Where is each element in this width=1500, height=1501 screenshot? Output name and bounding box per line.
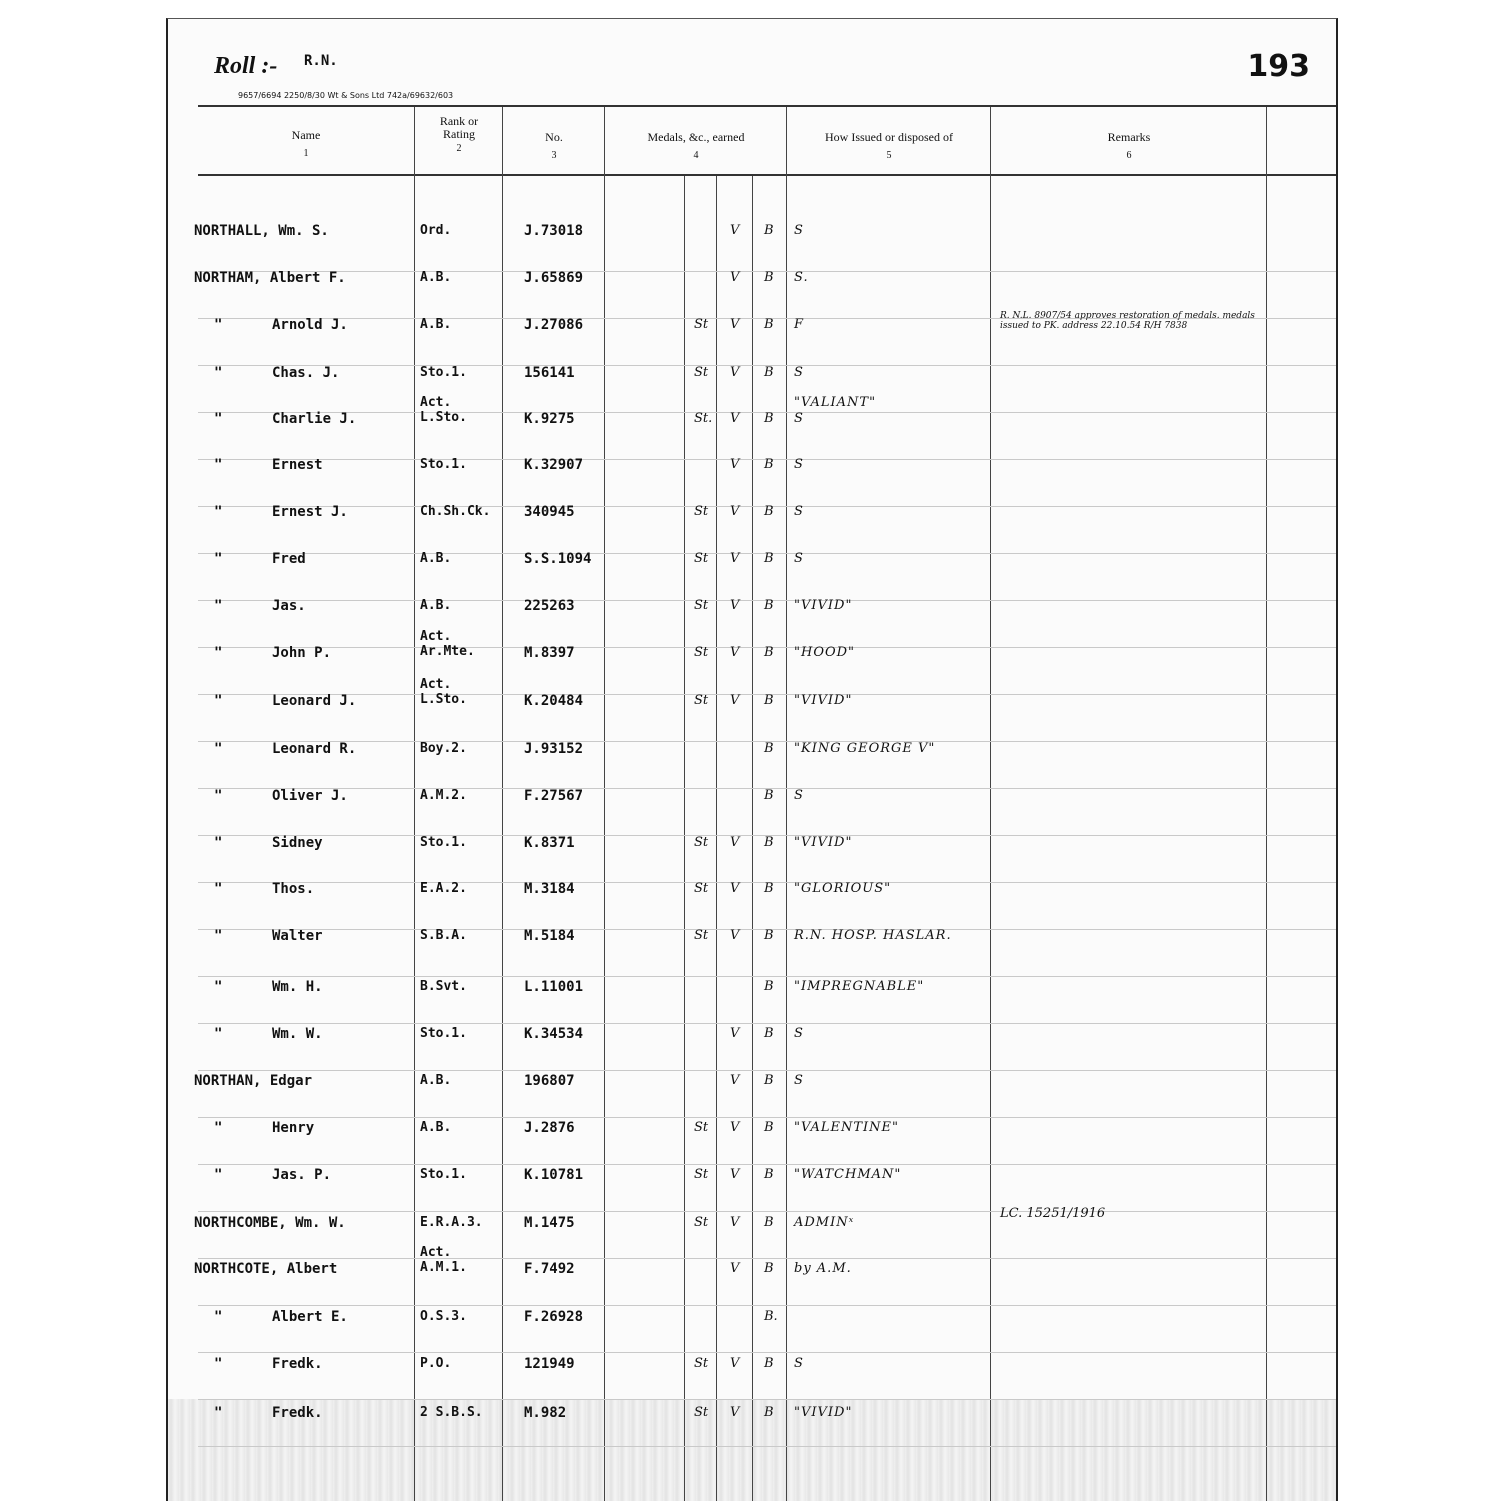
service-number: M.3184 [524, 881, 575, 897]
how-issued: S [794, 365, 804, 380]
medal-british-war: B [764, 223, 774, 238]
name-given: Charlie J. [272, 411, 357, 427]
how-issued: "VIVID" [794, 598, 853, 613]
ditto-mark: " [214, 411, 223, 427]
how-issued: "GLORIOUS" [794, 881, 892, 896]
ditto-mark: " [214, 1309, 223, 1325]
service-number: M.982 [524, 1405, 567, 1421]
how-issued: "VIVID" [794, 1405, 853, 1420]
remarks: R. N.L. 8907/54 approves restoration of medals. medals issued to PK. address 22.10.54 R/H 7838 [1000, 311, 1255, 331]
medal-star: St [694, 504, 709, 519]
medal-victory: V [730, 928, 740, 943]
print-reference: 9657/6694 2250/8/30 Wt & Sons Ltd 742a/69632/603 [238, 91, 454, 100]
medal-star: St [694, 1405, 709, 1420]
medal-british-war: B [764, 928, 774, 943]
how-issued: S [794, 457, 804, 472]
ditto-mark: " [214, 317, 223, 333]
medal-british-war: B [764, 317, 774, 332]
how-issued: R.N. HOSP. HASLAR. [794, 928, 952, 943]
service-number: 156141 [524, 365, 575, 381]
table-row [168, 829, 1336, 859]
medal-star: St [694, 365, 709, 380]
table-row [168, 677, 1336, 717]
table-row [168, 217, 1336, 247]
col-header-name [198, 129, 414, 160]
rank-rating: B.Svt. [420, 979, 467, 994]
medal-star: St [694, 1356, 709, 1371]
ditto-mark: " [214, 1167, 223, 1183]
table-row [168, 875, 1336, 905]
rank-rating: Act. Ar.Mte. [420, 629, 475, 659]
rank-rating: A.B. [420, 270, 452, 285]
ditto-mark: " [214, 598, 223, 614]
how-issued: by A.M. [794, 1261, 852, 1276]
rank-rating: Sto.1. [420, 457, 467, 472]
medal-victory: V [730, 1026, 740, 1041]
service-number: J.27086 [524, 317, 584, 333]
medal-british-war: B [764, 411, 774, 426]
rank-rating: S.B.A. [420, 928, 467, 943]
medal-victory: V [730, 1261, 740, 1276]
table-row [168, 782, 1336, 812]
col-header-issued [788, 131, 990, 162]
medal-victory: V [730, 881, 740, 896]
name-given: Leonard J. [272, 693, 357, 709]
table-row [168, 1067, 1336, 1097]
rank-rating: A.B. [420, 1120, 452, 1135]
ditto-mark: " [214, 457, 223, 473]
rank-rating: Sto.1. [420, 365, 467, 380]
col-header-number: 5 [886, 150, 892, 161]
medal-british-war: B [764, 1167, 774, 1182]
how-issued: "KING GEORGE V" [794, 741, 936, 756]
table-row [168, 922, 1336, 952]
header-top-rule [198, 105, 1336, 107]
name-surname: NORTHALL, Wm. S. [194, 223, 329, 239]
name-given: Fred [272, 551, 306, 567]
how-issued: "VIVID" [794, 835, 853, 850]
name-given: Fredk. [272, 1356, 323, 1372]
how-issued: ADMINˣ [794, 1215, 855, 1230]
medal-victory: V [730, 317, 740, 332]
name-given: Henry [272, 1120, 315, 1136]
col-header-medals [606, 131, 786, 162]
medal-british-war: B. [764, 1309, 778, 1324]
medal-british-war: B [764, 504, 774, 519]
rank-rating: 2 S.B.S. [420, 1405, 483, 1420]
how-issued: S [794, 1073, 804, 1088]
medal-british-war: B [764, 1261, 774, 1276]
how-issued: S [794, 1356, 804, 1371]
medal-british-war: B [764, 598, 774, 613]
how-issued: S [794, 504, 804, 519]
col-header-label: How Issued or disposed of [825, 130, 953, 144]
table-row [168, 592, 1336, 622]
rank-rating: Sto.1. [420, 1026, 467, 1041]
col-header-number: 3 [551, 150, 557, 161]
medal-british-war: B [764, 1356, 774, 1371]
medal-british-war: B [764, 645, 774, 660]
ditto-mark: " [214, 1026, 223, 1042]
medal-victory: V [730, 504, 740, 519]
table-row [168, 1114, 1336, 1144]
rank-rating: A.B. [420, 598, 452, 613]
ditto-mark: " [214, 504, 223, 520]
ditto-mark: " [214, 551, 223, 567]
medal-british-war: B [764, 1405, 774, 1420]
table-row [168, 498, 1336, 528]
table-row [168, 1303, 1336, 1333]
ditto-mark: " [214, 979, 223, 995]
table-row [168, 973, 1336, 1003]
medal-british-war: B [764, 979, 774, 994]
ditto-mark: " [214, 645, 223, 661]
rank-rating: A.B. [420, 317, 452, 332]
table-row [168, 1161, 1336, 1191]
service-number: K.8371 [524, 835, 575, 851]
how-issued: "WATCHMAN" [794, 1167, 902, 1182]
name-surname: NORTHAN, Edgar [194, 1073, 313, 1089]
header-bottom-rule [198, 174, 1336, 176]
name-surname: NORTHCOTE, Albert [194, 1261, 338, 1277]
name-surname: NORTHAM, Albert F. [194, 270, 346, 286]
medal-victory: V [730, 1073, 740, 1088]
medal-star: St [694, 1120, 709, 1135]
medal-star: St [694, 928, 709, 943]
table-row [168, 264, 1336, 294]
rank-rating: P.O. [420, 1356, 452, 1371]
medal-victory: V [730, 411, 740, 426]
name-given: Ernest [272, 457, 323, 473]
name-given: Leonard R. [272, 741, 357, 757]
name-given: Albert E. [272, 1309, 348, 1325]
table-row [168, 735, 1336, 765]
how-issued: S [794, 788, 804, 803]
col-header-label: Medals, &c., earned [647, 130, 745, 144]
ditto-mark: " [214, 835, 223, 851]
service-number: J.2876 [524, 1120, 575, 1136]
medal-victory: V [730, 270, 740, 285]
service-number: S.S.1094 [524, 551, 592, 567]
medal-victory: V [730, 835, 740, 850]
medal-british-war: B [764, 1120, 774, 1135]
how-issued: S [794, 551, 804, 566]
medal-star: St. [694, 411, 713, 426]
medal-victory: V [730, 598, 740, 613]
ditto-mark: " [214, 1120, 223, 1136]
name-given: Thos. [272, 881, 315, 897]
rank-rating: Act. A.M.1. [420, 1245, 467, 1275]
name-given: Fredk. [272, 1405, 323, 1421]
name-given: Wm. H. [272, 979, 323, 995]
medal-star: St [694, 317, 709, 332]
medal-british-war: B [764, 1215, 774, 1230]
ditto-mark: " [214, 741, 223, 757]
service-number: M.1475 [524, 1215, 575, 1231]
col-header-number: 2 [456, 143, 462, 154]
medal-british-war: B [764, 551, 774, 566]
service-number: L.11001 [524, 979, 584, 995]
rank-rating: Ord. [420, 223, 452, 238]
remarks: LC. 15251/1916 [1000, 1206, 1106, 1221]
col-header-label: Remarks [1107, 130, 1151, 144]
name-given: Chas. J. [272, 365, 340, 381]
col-header-number: 4 [693, 150, 699, 161]
medal-british-war: B [764, 788, 774, 803]
table-row [168, 1020, 1336, 1050]
rank-rating: O.S.3. [420, 1309, 467, 1324]
table-row [168, 395, 1336, 435]
rank-rating: Sto.1. [420, 1167, 467, 1182]
medal-british-war: B [764, 1026, 774, 1041]
medal-star: St [694, 835, 709, 850]
service-number: F.7492 [524, 1261, 575, 1277]
medal-victory: V [730, 693, 740, 708]
medal-british-war: B [764, 365, 774, 380]
medal-british-war: B [764, 741, 774, 756]
ditto-mark: " [214, 1405, 223, 1421]
rank-rating: A.B. [420, 1073, 452, 1088]
service-number: 121949 [524, 1356, 575, 1372]
medal-british-war: B [764, 693, 774, 708]
name-given: John P. [272, 645, 332, 661]
medal-british-war: B [764, 1073, 774, 1088]
medal-victory: V [730, 1356, 740, 1371]
service-number: M.5184 [524, 928, 575, 944]
service-number: J.73018 [524, 223, 584, 239]
rank-rating: Ch.Sh.Ck. [420, 504, 491, 519]
ditto-mark: " [214, 881, 223, 897]
how-issued: "VIVID" [794, 693, 853, 708]
name-given: Oliver J. [272, 788, 348, 804]
name-surname: NORTHCOMBE, Wm. W. [194, 1215, 346, 1231]
table-row [168, 1206, 1336, 1239]
how-issued: "VALENTINE" [794, 1120, 900, 1135]
medal-star: St [694, 1167, 709, 1182]
name-given: Walter [272, 928, 323, 944]
name-given: Ernest J. [272, 504, 348, 520]
table-row [168, 451, 1336, 481]
how-issued: S. [794, 270, 809, 285]
medal-victory: V [730, 645, 740, 660]
medal-victory: V [730, 1405, 740, 1420]
medal-victory: V [730, 1167, 740, 1182]
how-issued: S [794, 1026, 804, 1041]
table-row [168, 311, 1336, 341]
col-header-remarks [992, 131, 1266, 162]
how-issued: F [794, 317, 805, 332]
table-row [168, 1399, 1336, 1429]
ditto-mark: " [214, 693, 223, 709]
col-header-number: 1 [303, 148, 309, 159]
table-row [168, 1350, 1336, 1380]
medal-star: St [694, 645, 709, 660]
medal-victory: V [730, 1215, 740, 1230]
roll-value: R.N. [304, 53, 338, 69]
table-row [168, 629, 1336, 669]
medal-victory: V [730, 1120, 740, 1135]
medal-star: St [694, 551, 709, 566]
name-given: Arnold J. [272, 317, 348, 333]
medal-star: St [694, 693, 709, 708]
service-number: 340945 [524, 504, 575, 520]
medal-star: St [694, 598, 709, 613]
medal-star: St [694, 1215, 709, 1230]
roll-sheet [166, 18, 1338, 1501]
col-header-number: 6 [1126, 150, 1132, 161]
rank-rating: Boy.2. [420, 741, 467, 756]
col-header-no [504, 131, 604, 162]
col-header-label: Name [291, 128, 321, 142]
ditto-mark: " [214, 928, 223, 944]
rank-rating: Act. L.Sto. [420, 395, 467, 425]
medal-british-war: B [764, 457, 774, 472]
medal-victory: V [730, 551, 740, 566]
rank-rating: Sto.1. [420, 835, 467, 850]
rank-rating: E.A.2. [420, 881, 467, 896]
medal-british-war: B [764, 835, 774, 850]
page-number: 193 [1247, 49, 1310, 84]
roll-label: Roll :- [214, 53, 278, 79]
medal-british-war: B [764, 270, 774, 285]
service-number: J.93152 [524, 741, 584, 757]
how-issued: "VALIANT" S [794, 395, 877, 426]
medal-star: St [694, 881, 709, 896]
service-number: F.27567 [524, 788, 584, 804]
name-given: Jas. P. [272, 1167, 332, 1183]
table-row [168, 545, 1336, 575]
service-number: 196807 [524, 1073, 575, 1089]
medal-victory: V [730, 457, 740, 472]
name-given: Wm. W. [272, 1026, 323, 1042]
name-given: Jas. [272, 598, 306, 614]
ditto-mark: " [214, 1356, 223, 1372]
how-issued: S [794, 223, 804, 238]
col-header-label: Rank or Rating [439, 114, 479, 141]
service-number: M.8397 [524, 645, 575, 661]
ditto-mark: " [214, 788, 223, 804]
col-header-rank [416, 115, 502, 155]
service-number: F.26928 [524, 1309, 584, 1325]
table-row [168, 359, 1336, 389]
name-given: Sidney [272, 835, 323, 851]
how-issued: "IMPREGNABLE" [794, 979, 925, 994]
how-issued: "HOOD" [794, 645, 856, 660]
rank-rating: Act. L.Sto. [420, 677, 467, 707]
rank-rating: A.M.2. [420, 788, 467, 803]
service-number: K.20484 [524, 693, 584, 709]
table-row [168, 1245, 1336, 1285]
medal-victory: V [730, 223, 740, 238]
rank-rating: E.R.A.3. [420, 1215, 483, 1230]
medal-victory: V [730, 365, 740, 380]
ditto-mark: " [214, 365, 223, 381]
ruled-line [198, 1446, 1336, 1447]
rank-rating: A.B. [420, 551, 452, 566]
service-number: K.10781 [524, 1167, 584, 1183]
service-number: J.65869 [524, 270, 584, 286]
scan-border [0, 0, 166, 1500]
service-number: 225263 [524, 598, 575, 614]
service-number: K.34534 [524, 1026, 584, 1042]
service-number: K.32907 [524, 457, 584, 473]
service-number: K.9275 [524, 411, 575, 427]
col-header-label: No. [545, 130, 563, 144]
medal-british-war: B [764, 881, 774, 896]
